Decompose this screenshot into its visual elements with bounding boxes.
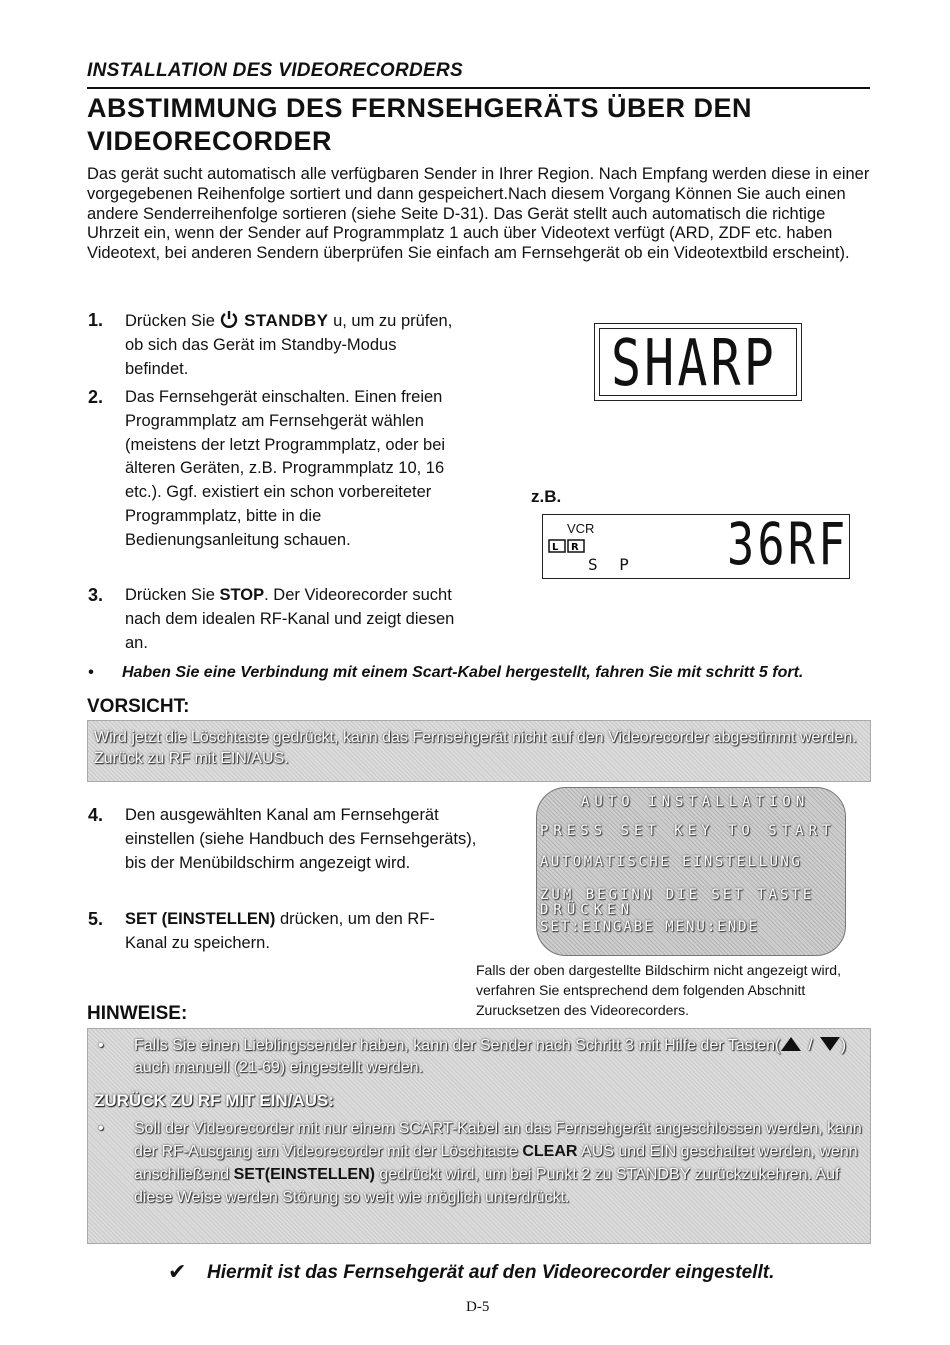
step-5 bbox=[88, 908, 508, 956]
standby-label: STANDBY bbox=[244, 311, 329, 330]
hint-text: gedrückt wird, um bei Punkt 2 zu STANDBY zurückzukehren. Auf diese Weise werden Störung so weit wie möglich unterdrückt. bbox=[134, 1166, 840, 1206]
step-text: u, um zu prüfen, ob sich das Gerät im Standby-Modus befindet. bbox=[125, 312, 453, 378]
hint-text: AUS und EIN geschaltet werden, wenn anschließend bbox=[134, 1143, 858, 1183]
svg-text:L: L bbox=[552, 542, 559, 553]
power-icon bbox=[219, 309, 239, 327]
menu-line: DRÜCKEN bbox=[540, 902, 635, 918]
channel-lr-icon bbox=[548, 539, 588, 552]
arrow-up-icon bbox=[780, 1036, 802, 1052]
sp-indicator: S P bbox=[588, 555, 635, 574]
menu-caption: Falls der oben dargestellte Bildschirm nicht angezeigt wird, verfahren Sie entsprechend dem folgenden Abschnitt Zurucksetzen des Videorecorders. bbox=[476, 962, 841, 1018]
hints-box bbox=[87, 1028, 871, 1244]
step-text: Den ausgewählten Kanal am Fernsehgerät einstellen (siehe Handbuch des Fernsehgeräts), bis der Menübildschirm angezeigt wird. bbox=[125, 806, 477, 872]
hint-text: ) auch manuell (21-69) eingestellt werden. bbox=[134, 1037, 847, 1076]
menu-line: SET:EINGABE MENU:ENDE bbox=[540, 919, 760, 935]
caution-box bbox=[87, 720, 871, 782]
section-title: INSTALLATION DES VIDEORECORDERS bbox=[87, 60, 463, 81]
scart-note bbox=[88, 664, 888, 682]
step-number: 5. bbox=[88, 909, 104, 929]
stop-label: STOP bbox=[219, 586, 265, 604]
step-number: 4. bbox=[88, 805, 104, 825]
step-2 bbox=[88, 386, 488, 578]
menu-line: PRESS SET KEY TO START bbox=[540, 823, 836, 839]
step-4 bbox=[88, 804, 508, 900]
hint-bullet-2 bbox=[94, 1117, 864, 1209]
bullet-icon: • bbox=[98, 1037, 104, 1054]
vcr-indicator: VCR bbox=[567, 521, 595, 536]
lcd-display-rf bbox=[542, 510, 850, 579]
section-rule bbox=[87, 87, 870, 89]
lcd-display-sharp bbox=[594, 323, 802, 401]
caution-heading: VORSICHT: bbox=[87, 696, 190, 717]
clear-label: CLEAR bbox=[522, 1143, 578, 1160]
step-text: . Der Videorecorder sucht nach dem idealen RF-Kanal und zeigt diesen an. bbox=[125, 586, 455, 652]
step-text: drücken, um den RF-Kanal zu speichern. bbox=[125, 910, 435, 952]
checkmark-icon: ✔ bbox=[168, 1259, 187, 1284]
scart-note-text: Haben Sie eine Verbindung mit einem Scart-Kabel hergestellt, fahren Sie mit schritt 5 fort. bbox=[122, 664, 804, 681]
step-3 bbox=[88, 584, 488, 656]
lcd-text: SHARP bbox=[611, 327, 777, 401]
hint-text: Soll der Videorecorder mit nur einem SCART-Kabel an das Fernsehgerät angeschlossen werden, kann der RF-Ausgang am Videorecorder mit der Löschtaste bbox=[134, 1120, 862, 1160]
page-number: D-5 bbox=[466, 1299, 490, 1315]
hint-separator: / bbox=[808, 1037, 813, 1054]
set-label: SET (EINSTELLEN) bbox=[125, 910, 276, 928]
arrow-down-icon bbox=[819, 1036, 841, 1052]
step-number: 3. bbox=[88, 585, 104, 605]
tv-menu-screen bbox=[536, 787, 846, 956]
step-text: Drücken Sie bbox=[125, 586, 215, 604]
hints-heading: HINWEISE: bbox=[87, 1003, 188, 1024]
set-label: SET(EINSTELLEN) bbox=[233, 1166, 375, 1183]
hint-text: Falls Sie einen Lieblingssender haben, kann der Sender nach Schritt 3 mit Hilfe der Tasten( bbox=[134, 1037, 781, 1054]
step-text: Drücken Sie bbox=[125, 312, 215, 330]
bullet-icon: • bbox=[98, 1120, 104, 1137]
bullet-icon: • bbox=[88, 664, 94, 681]
menu-line: AUTOMATISCHE EINSTELLUNG bbox=[540, 854, 803, 870]
hints-subheading: ZURÜCK ZU RF MIT EIN/AUS: bbox=[94, 1091, 334, 1110]
summary-line: Hiermit ist das Fernsehgerät auf den Videorecorder eingestellt. bbox=[207, 1262, 775, 1283]
step-number: 2. bbox=[88, 387, 104, 407]
menu-line: AUTO INSTALLATION bbox=[581, 794, 810, 810]
hint-bullet-1 bbox=[94, 1035, 864, 1079]
menu-line: ZUM BEGINN DIE SET TASTE bbox=[540, 887, 815, 903]
svg-text:R: R bbox=[571, 542, 579, 553]
step-text: Das Fernsehgerät einschalten. Einen freien Programmplatz am Fernsehgerät wählen (meistens der letzt Programmplatz, oder bei älteren Geräten, z.B. Programmplatz 10, 16 etc.). Ggf. existiert ein schon vorbereiteter Programmplatz, bitte in die Bedienungsanleitung schauen. bbox=[125, 388, 446, 549]
example-label: z.B. bbox=[531, 487, 562, 506]
caution-text: Wird jetzt die Löschtaste gedrückt, kann das Fernsehgerät nicht auf den Videorecorder abgestimmt werden. Zurück zu RF mit EIN/AUS. bbox=[94, 729, 857, 767]
lcd-text: 36RF bbox=[727, 510, 849, 578]
step-number: 1. bbox=[88, 310, 104, 330]
intro-paragraph: Das gerät sucht automatisch alle verfügbaren Sender in Ihrer Region. Nach Empfang werden diese in einer vorgegebenen Reihenfolge sortiert und dann gespeichert.Nach diesem Vorgang Können Sie auch einen andere Senderreihenfolge sortieren (siehe Seite D-31). Das Gerät stellt auch automatisch die richtige Uhrzeit ein, wenn der Sender auf Programmplatz 1 auch über Videotext verfügt (ARD, ZDF etc. haben Videotext, bei anderen Sendern überprüfen Sie einfach am Fernsehgerät ob ein Videotextbild erscheint). bbox=[87, 165, 870, 263]
page-title: ABSTIMMUNG DES FERNSEHGERÄTS ÜBER DEN VIDEORECORDER bbox=[87, 93, 753, 156]
step-1 bbox=[88, 309, 468, 381]
